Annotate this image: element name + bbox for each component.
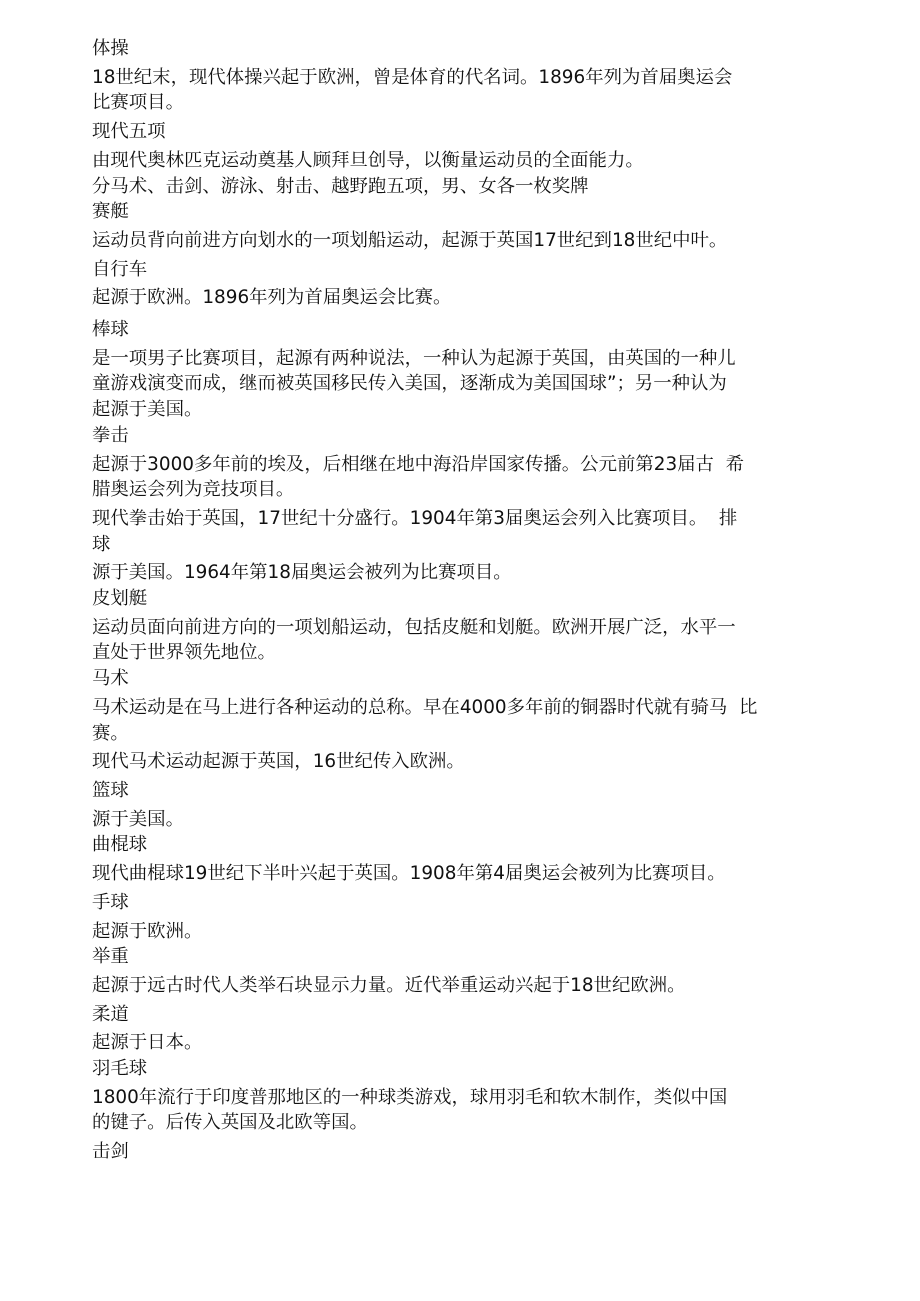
text-line: 比赛项目。 (92, 92, 184, 114)
text-line: 现代拳击始于英国，17世纪十分盛行。1904年第3届奥运会列入比赛项目。 排 (92, 507, 738, 529)
text-line: 由现代奥林匹克运动奠基人顾拜旦创导，以衡量运动员的全面能力。 (92, 149, 644, 171)
text-line: 现代曲棍球19世纪下半叶兴起于英国。1908年第4届奥运会被列为比赛项目。 (92, 863, 726, 885)
text-line: 童游戏演变而成，继而被英国移民传入美国，逐渐成为美国国球”；另一种认为 (92, 373, 727, 395)
text-line: 起源于欧洲。 (92, 920, 203, 942)
text-line: 起源于远古时代人类举石块显示力量。近代举重运动兴起于18世纪欧洲。 (92, 974, 686, 996)
heading-basketball: 篮球 (92, 779, 129, 801)
heading-canoeing: 皮划艇 (92, 588, 148, 610)
text-line: 现代马术运动起源于英国，16世纪传入欧洲。 (92, 751, 465, 773)
text-line: 马术运动是在马上进行各种运动的总称。早在4000多年前的铜器时代就有骑马 比 (92, 696, 758, 718)
text-line: 18世纪末，现代体操兴起于欧洲，曾是体育的代名词。1896年列为首届奥运会 (92, 66, 733, 88)
text-line: 运动员面向前进方向的一项划船运动，包括皮艇和划艇。欧洲开展广泛，水平一 (92, 616, 736, 638)
text-line: 源于美国。 (92, 808, 184, 830)
text-line: 1800年流行于印度普那地区的一种球类游戏，球用羽毛和软木制作，类似中国 (92, 1086, 728, 1108)
heading-hockey: 曲棍球 (92, 834, 148, 856)
text-line: 起源于3000多年前的埃及，后相继在地中海沿岸国家传播。公元前第23届古 希 (92, 453, 745, 475)
text-line: 分马术、击剑、游泳、射击、越野跑五项，男、女各一枚奖牌 (92, 175, 589, 197)
text-line: 源于美国。1964年第18届奥运会被列为比赛项目。 (92, 562, 512, 584)
heading-boxing: 拳击 (92, 424, 129, 446)
heading-weightlifting: 举重 (92, 946, 129, 968)
heading-fencing: 击剑 (92, 1141, 129, 1163)
heading-badminton: 羽毛球 (92, 1058, 148, 1080)
heading-judo: 柔道 (92, 1003, 129, 1025)
heading-gymnastics: 体操 (92, 38, 129, 59)
heading-volleyball: 球 (92, 533, 111, 555)
heading-baseball: 棒球 (92, 319, 129, 341)
heading-modern-pentathlon: 现代五项 (92, 121, 166, 143)
text-line: 的键子。后传入英国及北欧等国。 (92, 1112, 368, 1134)
heading-equestrian: 马术 (92, 668, 129, 690)
heading-handball: 手球 (92, 891, 129, 913)
text-line: 起源于美国。 (92, 399, 203, 421)
text-line: 起源于日本。 (92, 1032, 203, 1054)
text-line: 直处于世界领先地位。 (92, 642, 276, 664)
text-line: 腊奥运会列为竞技项目。 (92, 479, 295, 501)
text-line: 起源于欧洲。1896年列为首届奥运会比赛。 (92, 287, 452, 309)
heading-cycling: 自行车 (92, 258, 148, 280)
text-line: 赛。 (92, 722, 129, 744)
text-line: 运动员背向前进方向划水的一项划船运动，起源于英国17世纪到18世纪中叶。 (92, 229, 728, 251)
text-line: 是一项男子比赛项目，起源有两种说法，一种认为起源于英国，由英国的一种儿 (92, 347, 736, 369)
heading-rowing: 赛艇 (92, 201, 129, 223)
document-body (92, 36, 837, 1165)
